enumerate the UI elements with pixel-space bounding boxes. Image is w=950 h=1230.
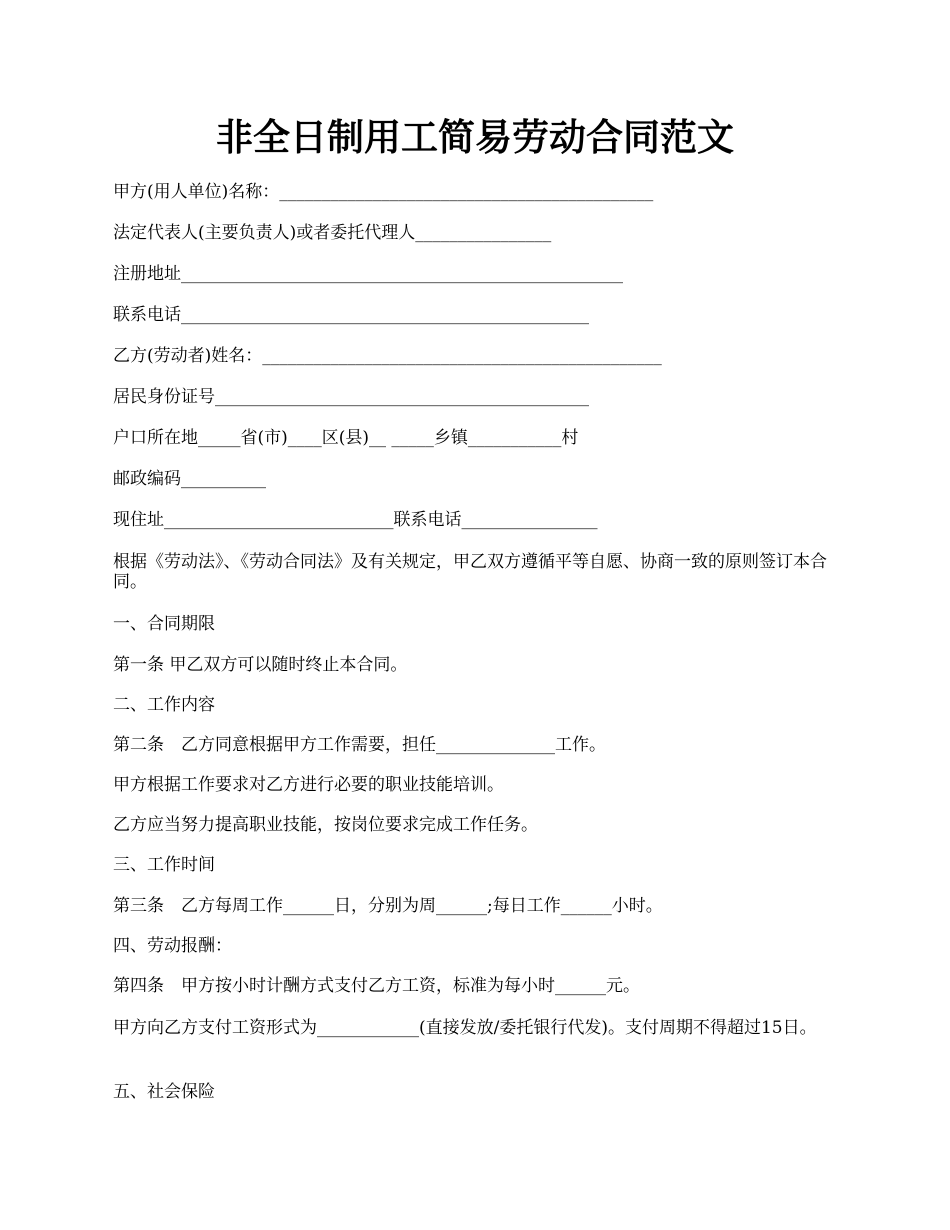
section-heading-work-content: 二、工作内容 — [113, 695, 215, 715]
postal-code-field: 邮政编码__________ — [113, 469, 266, 489]
article-2: 第二条 乙方同意根据甲方工作需要，担任______________工作。 — [113, 735, 606, 755]
section-heading-term: 一、合同期限 — [113, 614, 215, 634]
payment-form-paragraph: 甲方向乙方支付工资形式为____________(直接发放/委托银行代发)。支付周期不得超过15日。 — [113, 1018, 817, 1038]
registered-address-field: 注册地址____________________________________________________ — [113, 264, 623, 284]
document-title: 非全日制用工简易劳动合同范文 — [216, 115, 734, 159]
employer-phone-field: 联系电话________________________________________________ — [113, 305, 589, 325]
preamble-paragraph: 根据《劳动法》、《劳动合同法》及有关规定，甲乙双方遵循平等自愿、协商一致的原则签订本合同。 — [113, 552, 827, 592]
current-address-field: 现住址___________________________联系电话________________ — [113, 510, 598, 530]
training-paragraph: 甲方根据工作要求对乙方进行必要的职业技能培训。 — [113, 775, 504, 795]
legal-representative-field: 法定代表人(主要负责人)或者委托代理人________________ — [113, 223, 552, 243]
article-3: 第三条 乙方每周工作______日，分别为周______;每日工作______小时。 — [113, 896, 663, 916]
id-number-field: 居民身份证号____________________________________________ — [113, 387, 589, 407]
section-heading-work-time: 三、工作时间 — [113, 855, 215, 875]
article-1: 第一条 甲乙双方可以随时终止本合同。 — [113, 655, 408, 675]
duty-paragraph: 乙方应当努力提高职业技能，按岗位要求完成工作任务。 — [113, 815, 538, 835]
employer-name-field: 甲方(用人单位)名称：____________________________________________ — [113, 182, 654, 202]
section-heading-remuneration: 四、劳动报酬： — [113, 936, 232, 956]
employee-name-field: 乙方(劳动者)姓名：_______________________________________________ — [113, 346, 662, 366]
section-heading-social-insurance: 五、社会保险 — [113, 1082, 215, 1102]
article-4: 第四条 甲方按小时计酬方式支付乙方工资，标准为每小时______元。 — [113, 976, 640, 996]
household-registration-field: 户口所在地_____省(市)____区(县)__ _____乡镇___________村 — [113, 428, 579, 448]
